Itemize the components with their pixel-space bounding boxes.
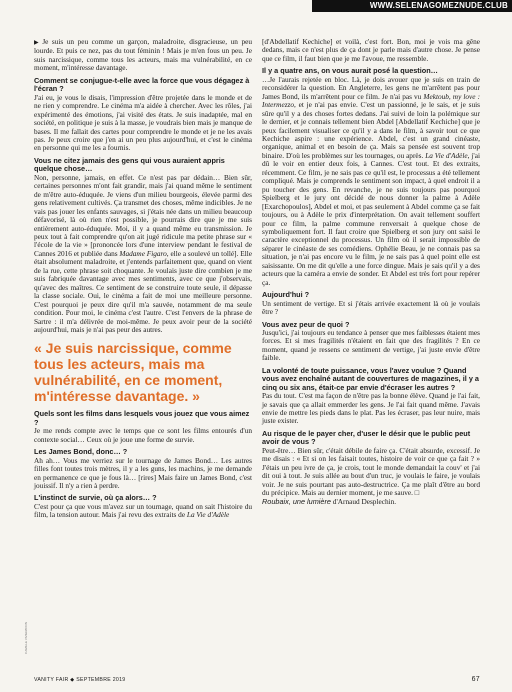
right-column	[262, 38, 480, 506]
paragraph: Peut-être… Bien sûr, c'était débile de faire ça. C'était absurde, excessif. Je me disais : « Et si on les faisait toutes, histoire de voir ce que ça fait ? » J'étais un peu ivre de ça, je crois, tout le monde demandait la couv' et j'ai dit oui à tout. Je suis allée au bout d'un truc, je voulais le faire, je voulais voir. Je ne suis pourtant pas auto-destructrice. Ça me plaît d'être au bord du précipice. Mais au dernier moment, je me sauve. □	[262, 445, 480, 498]
triangle-icon: ▶	[34, 40, 41, 46]
pull-quote: « Je suis narcissique, comme tous les acteurs, mais ma vulnérabilité, en ce moment, m'intéresse davantage. »	[34, 340, 232, 405]
question-heading: Il y a quatre ans, on vous aurait posé la question…	[262, 66, 438, 76]
paragraph: Je me rends compte avec le temps que ce sont les films entourés d'un contexte social… Ceux où je joue une forme de survie.	[34, 426, 252, 444]
photo-caption: Roubaix, une lumière d'Arnaud Desplechin.	[262, 496, 397, 506]
paragraph: ▶ Je suis un peu comme un garçon, maladroite, disgracieuse, un peu lourde. Et puis ce nez, pas du tout féminin ! Mais je m'en fous un peu. Je suis narcissique, comme tous les acteurs, mais ma vulnérabilité, en ce moment, m'intéresse davantage.	[34, 37, 252, 73]
paragraph: C'est pour ça que vous m'avez sur un tournage, quand on sait l'histoire du film, la tension autour. Mais j'ai revu des extraits de La Vie d'Adèle	[34, 501, 252, 520]
question-heading: L'instinct de survie, où ça alors… ?	[34, 493, 157, 503]
paragraph: Ah ah… Vous me verriez sur le tournage de James Bond… Les autres filles font toutes trois mètres, il y a les guns, les machins, je me demande en permanence ce que je fous là… [rires] Mais faire un James Bond, c'est jouissif. Il n'y a rien à perdre.	[34, 455, 252, 491]
paragraph: Un sentiment de vertige. Et si j'étais arrivée exactement là où je voulais être ?	[262, 298, 480, 317]
paragraph: [d'Abdellatif Kechiche] et voilà, c'est fort. Bon, moi je vois ma gêne dedans, mais ce n'est plus de ça dont je parle mais d'autre chose. Je pense que ce film, il faut bien que je me l'avoue, me ressemble.	[262, 37, 480, 63]
publication-name: VANITY FAIR ◆ SEPTEMBRE 2019	[34, 677, 126, 683]
question-heading: Aujourd'hui ?	[262, 290, 310, 300]
photo-credit: CAMILLE VIVIER/ICON	[24, 622, 28, 654]
question-heading: Vous avez peur de quoi ?	[262, 319, 350, 329]
paragraph: Jusqu'ici, j'ai toujours eu tendance à penser que mes faiblesses étaient mes forces. Et si mes fragilités n'étaient en fait que des fragilités ? En ce moment, quand je ressens ce sentiment de vertige, j'ai juste envie d'être faible.	[262, 327, 480, 363]
question-heading: Comment se conjugue-t-elle avec la force que vous dégagez à l'écran ?	[34, 75, 250, 94]
paragraph: Pas du tout. C'est ma façon de n'être pas la bonne élève. Quand je l'ai fait, je savais que ça allait emmerder les gens. Je l'ai fait quand même. J'avais envie de mettre les pieds dans le plat. Pas les écraser, pas leur nuire, mais juste exister.	[262, 391, 480, 426]
question-heading: Quels sont les films dans lesquels vous jouez que vous aimez ?	[34, 409, 250, 427]
paragraph: Non, personne, jamais, en effet. Ce n'est pas par dédain… Bien sûr, certaines personnes m'ont fait grandir, mais j'ai quand même le sentiment de m'être auto-éduquée. Je viens d'un milieu bourgeois, élevée parmi des gens relativement cultivés. Ça transmet des choses, même indicibles. Je ne vais pas jouer les enfants sauvages, si j'étais née dans un milieu beaucoup défavorisé, là où rien n'est possible, je pourrais dire que je me suis entièrement auto-éduquée. Moi, il y a quand même eu transmission. Je peux tout à fait comprendre qu'on ait jugé ridicule ma petite phrase sur « l'école de la vie » [prononcée lors d'une interview pendant le festival de Cannes 2016 et publiée dans Madame Figaro, elle a soulevé un tollé]. Elle était absolument maladroite, et j'entends parfaitement que, quand on vient de la rue, cette phrase soit choquante. Je voulais juste dire combien je me suis fabriquée davantage avec mes sentiments, avec ce que j'observais, qu'avec des maîtres. Ce sentiment de se construire toute seule, il dépasse la classe sociale. Oui, le cinéma a fait de moi une meilleure personne. C'est pourquoi je peux dire qu'il m'a sauvée, notamment de ma seule condition. Pour moi, le cinéma c'est l'autre. C'est l'envers de la phrase de Sartre : il m'a délivrée de moi-même. Je peux avoir peur de la société aujourd'hui, mais je n'ai pas peur des autres.	[34, 172, 252, 334]
watermark-banner: WWW.SELENAGOMEZNUDE.CLUB	[312, 0, 512, 12]
page-number: 67	[471, 676, 480, 683]
question-heading: La volonté de toute puissance, vous l'avez voulue ? Quand vous avez enchaîné autant de couvertures de magazines, il y a cinq ou six ans, était-ce par envie d'écraser les autres ?	[262, 365, 479, 392]
paragraph: …Je l'aurais rejetée en bloc. Là, je dois avouer que je suis en train de reconsidérer la question. En Angleterre, les gens ne m'arrêtent pas pour James Bond, ils m'arrêtent pour ce film. Je n'ai pas vu Mektoub, my love : Intermezzo, et je n'ai pas envie. C'est un passionné, je le sais, et je suis sûre qu'il y a des choses fortes dedans. J'ai suivi de loin la polémique sur le dernier, et je connais tellement bien Abdel [Abdellatif Kechiche] que je peux facilement visualiser ce qu'il y a dans le film, à savoir tout ce que Kechiche aspire : une expérience. Abdel, c'est un grand cinéaste, organique, animal et en besoin de ça. Mais sa pensée est souvent trop binaire. D'où les problèmes sur les tournages, ou après. La Vie d'Adèle, j'ai dû le voir en entier deux fois, à Cannes. C'est tout. Et des extraits, récemment. Ce film, je ne sais pas ce qu'il est, le processus a été tellement compliqué. Mais je comprends le sentiment son impact, à quel endroit il a pu toucher des gens. En revanche, je ne suis toujours pas pourquoi Spielberg et le jury ont décidé de nous donner la palme à Adèle [Exarchopoulos], Abdel et moi, et pas seulement à Abdel comme ça se fait toujours, ou à Adèle le prix d'interprétation. On avait tellement souffert pour ce film, la palme commune renversait à quelque chose de symboliquement fort. Il faut croire que Spielberg et son jury ont saisi le caractère exceptionnel du processus. Un film où il serait impossible de séparer le cinéaste de ses comédiens. Ophélie Beau, je ne connais pas sa situation, je n'ai pas encore vu le film, je ne sais pas à quel point elle est saisissante. On me dit qu'elle a une force dingue. Mais je sais qu'il y a des acteurs que la caméra a envie de sonder. Et Abdel est très fort pour repérer ça.	[262, 74, 481, 287]
question-heading: Vous ne citez jamais des gens qui vous auraient appris quelque chose…	[34, 155, 225, 174]
question-heading: Au risque de le payer cher, d'user le désir que le public peut avoir de vous ?	[262, 428, 471, 447]
paragraph: J'ai eu, je vous le disais, l'impression d'être projetée dans le monde et de ne rien y comprendre. Le cinéma m'a aidée à chercher. Avec les rôles, j'ai expérimenté des émotions, j'ai visité des états. Je suis inadaptée, mal en société, en politique je suis à la masse, je voudrais bien mais je manque de bases. Il me fallait des cartes pour comprendre le monde et je ne les avais pas. Je peux croire que j'en ai un peu plus aujourd'hui, et c'est le cinéma en personne qui me les a fournis.	[34, 92, 252, 153]
question-heading: Les James Bond, donc… ?	[34, 447, 128, 457]
left-column	[34, 38, 252, 520]
